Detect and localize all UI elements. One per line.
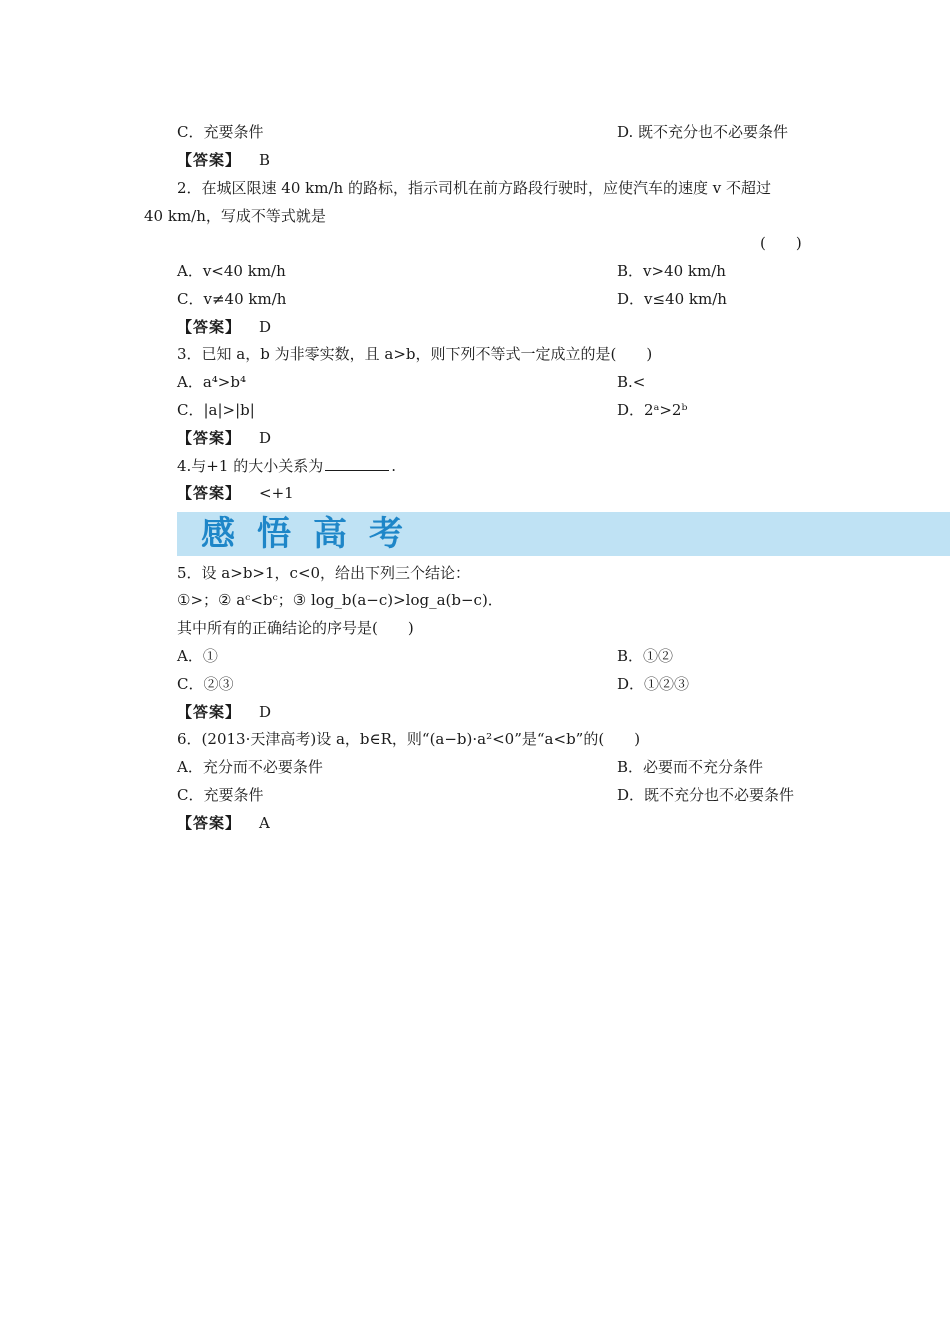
q5-stem-line2: ①>；② aᶜ<bᶜ；③ log_b(a−c)>log_a(b−c)．	[177, 591, 503, 609]
q1-option-d: D. 既不充分也不必要条件	[617, 123, 789, 141]
q2-option-a: A．v<40 km/h	[177, 262, 286, 280]
answer-tag: 【答案】	[177, 703, 242, 721]
q4-answer	[177, 482, 294, 504]
q5-option-b: B．①②	[617, 647, 674, 665]
q6-option-a: A．充分而不必要条件	[177, 758, 323, 776]
answer-tag: 【答案】	[177, 814, 242, 832]
q2-answer	[177, 316, 271, 338]
q2-answer-paren: ( )	[760, 234, 802, 252]
q3-option-c: C．|a|>|b|	[177, 401, 255, 419]
q1-option-c: C．充要条件	[177, 123, 264, 141]
q5-option-a: A．①	[177, 647, 218, 665]
q2-option-b: B．v>40 km/h	[617, 262, 726, 280]
q2-stem-line2: 40 km/h，写成不等式就是	[144, 207, 326, 225]
q4-stem-end: .	[391, 457, 396, 475]
section-banner-title: 感悟高考	[201, 514, 425, 554]
q2-option-c: C．v≠40 km/h	[177, 290, 287, 308]
answer-value: <+1	[259, 484, 294, 502]
answer-value: D	[259, 318, 272, 336]
answer-value: A	[259, 814, 270, 832]
q6-answer	[177, 812, 270, 834]
q6-stem: 6．(2013·天津高考)设 a，b∈R，则“(a−b)·a²<0”是“a<b”的( )	[177, 730, 641, 748]
answer-tag: 【答案】	[177, 484, 242, 502]
answer-tag: 【答案】	[177, 429, 242, 447]
q3-answer	[177, 427, 271, 449]
answer-value: D	[259, 429, 272, 447]
section-banner	[177, 512, 950, 556]
q3-option-b: B.<	[617, 373, 646, 391]
q6-option-d: D．既不充分也不必要条件	[617, 786, 795, 804]
q4-stem-text: 4.与+1 的大小关系为	[177, 457, 324, 475]
fill-in-blank	[325, 456, 389, 471]
answer-value: D	[259, 703, 272, 721]
q5-option-c: C．②③	[177, 675, 234, 693]
q3-option-d: D．2ᵃ>2ᵇ	[617, 401, 688, 419]
q1-answer	[177, 149, 270, 171]
q2-stem-line1: 2．在城区限速 40 km/h 的路标，指示司机在前方路段行驶时，应使汽车的速度 v 不超过	[177, 179, 771, 197]
q3-option-a: A．a⁴>b⁴	[177, 373, 246, 391]
q5-stem-line3: 其中所有的正确结论的序号是( )	[177, 619, 414, 637]
q6-option-c: C．充要条件	[177, 786, 264, 804]
answer-tag: 【答案】	[177, 318, 242, 336]
q5-stem-line1: 5．设 a>b>1，c<0，给出下列三个结论：	[177, 564, 471, 582]
q5-option-d: D．①②③	[617, 675, 690, 693]
answer-value: B	[259, 151, 271, 169]
q2-option-d: D．v≤40 km/h	[617, 290, 727, 308]
q4-stem	[177, 455, 396, 477]
q6-option-b: B．必要而不充分条件	[617, 758, 764, 776]
answer-tag: 【答案】	[177, 151, 242, 169]
q3-stem: 3．已知 a，b 为非零实数，且 a>b，则下列不等式一定成立的是( )	[177, 345, 653, 363]
q5-answer	[177, 701, 271, 723]
